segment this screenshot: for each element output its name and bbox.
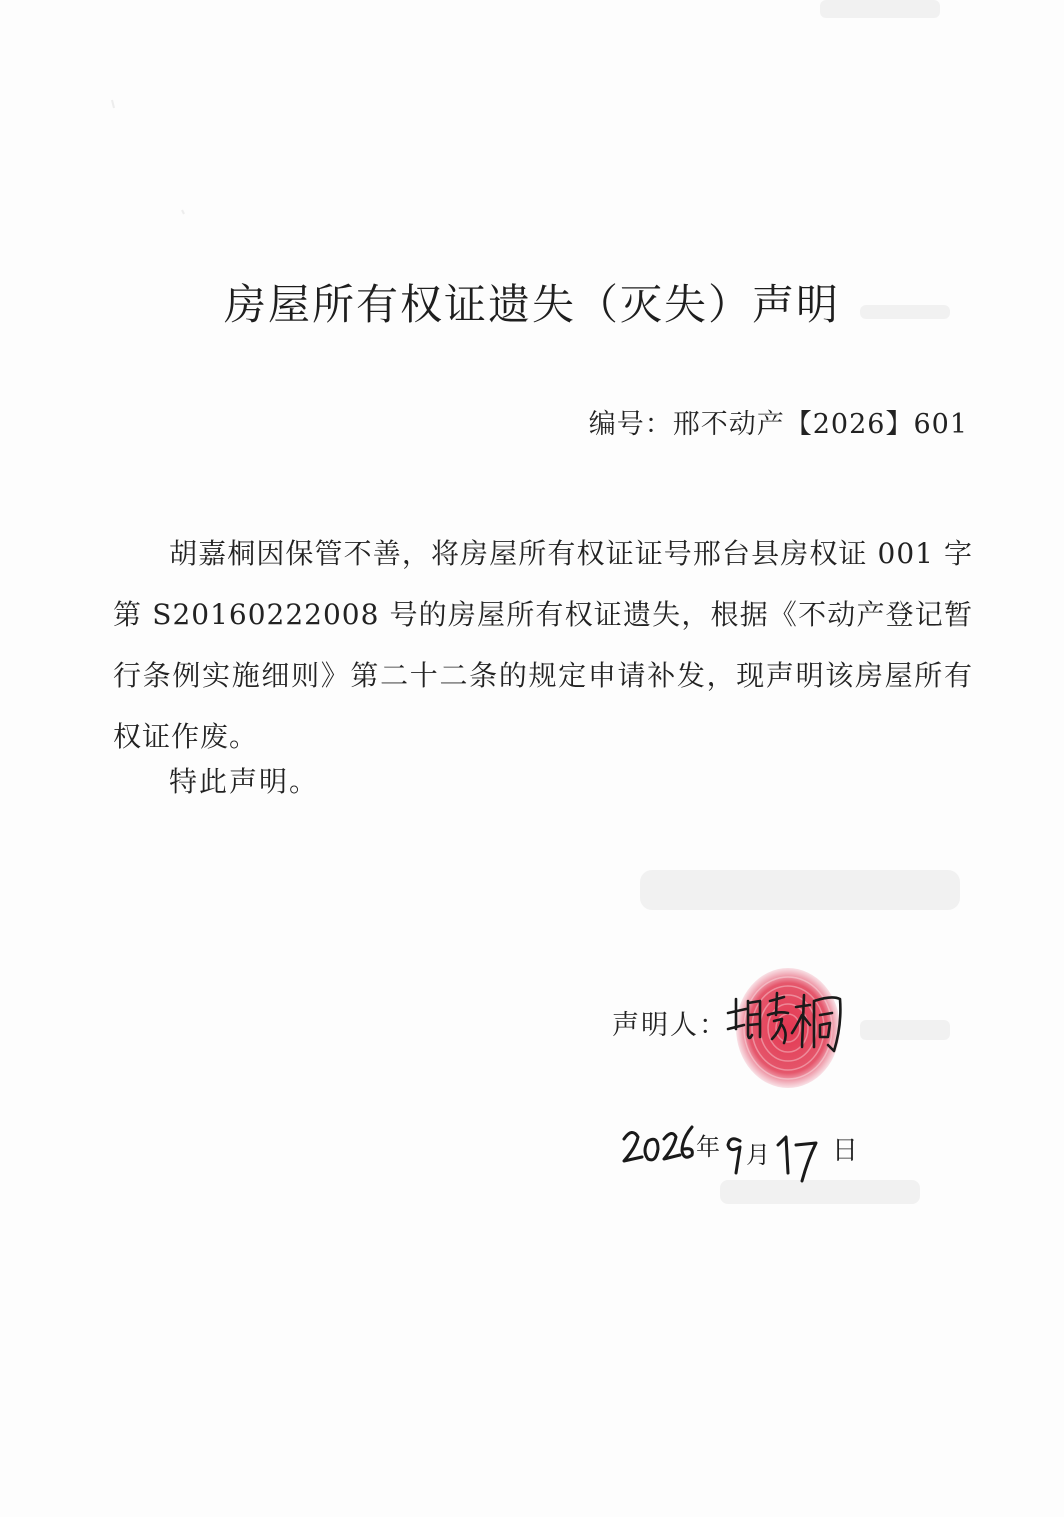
document-number	[589, 402, 968, 441]
date-year-unit: 年	[696, 1133, 720, 1161]
document-number-label: 编号：	[588, 409, 673, 440]
date-day-unit: 日	[832, 1136, 859, 1166]
closing-statement: 特此声明。	[169, 765, 320, 798]
declaration-paragraph: 胡嘉桐因保管不善，将房屋所有权证证号邢台县房权证 001 字第 S20160222008 号的房屋所有权证遗失，根据《不动产登记暂行条例实施细则》第二十二条的规定申请补发，现声明该房屋所有权证作废。	[113, 537, 973, 753]
handwritten-date	[618, 1115, 878, 1195]
signer-label: 声明人：	[612, 1010, 728, 1041]
handwritten-signature	[722, 985, 852, 1065]
declaration-body	[113, 523, 973, 767]
date-month-unit: 月	[746, 1141, 770, 1169]
document-number-value: 邢不动产【2026】601	[672, 409, 968, 440]
page-title: 房屋所有权证遗失（灭失）声明	[223, 280, 840, 329]
